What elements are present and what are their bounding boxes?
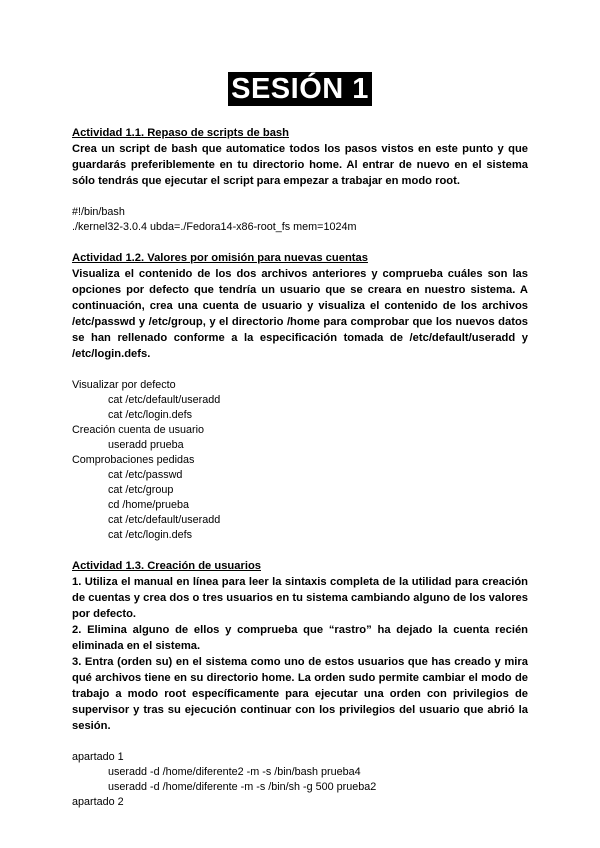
code-line: #!/bin/bash [72,206,125,218]
code-line: ./kernel32-3.0.4 ubda=./Fedora14-x86-root_fs mem=1024m [72,221,357,233]
answer-label: apartado 2 [72,796,124,808]
answer-line: cat /etc/default/useradd [108,394,221,406]
section-actividad-1-1 [72,126,528,235]
answer-label: Creación cuenta de usuario [72,424,205,436]
section-actividad-1-2 [72,251,528,543]
page-title: SESIÓN 1 [228,72,372,106]
answer-line: useradd -d /home/diferente2 -m -s /bin/bash prueba4 [108,766,361,778]
section-paragraph: 3. Entra (orden su) en el sistema como uno de estos usuarios que has creado y mira qué archivos tiene en su directorio home. La orden sudo permite cambiar el modo de trabajo a modo root específicamente para ejecutar una orden con privilegios de supervisor y tras su ejecución continuar con los privilegios del usuario que abrió la sesión. [72,656,528,732]
answer-line: cat /etc/group [108,484,174,496]
section-paragraph: Visualiza el contenido de los dos archivos anteriores y comprueba cuáles son las opciones por defecto que tendría un usuario que se creara en nuestro sistema. A continuación, crea una cuenta de usuario y visualiza el contenido de los archivos /etc/passwd y /etc/group, y el directorio /home para comprobar que los nuevos datos se han rellenado conforme a la especificación tomada de /etc/default/useradd y /etc/login.defs. [72,268,528,360]
section-paragraph: 1. Utiliza el manual en línea para leer la sintaxis completa de la utilidad para creación de cuentas y crea dos o tres usuarios en tu sistema cambiando alguno de los valores por defecto. [72,576,528,620]
answer-label: Comprobaciones pedidas [72,454,195,466]
answer-line: useradd -d /home/diferente -m -s /bin/sh -g 500 prueba2 [108,781,377,793]
section-heading: Actividad 1.3. Creación de usuarios [72,560,262,572]
document-page [72,0,528,810]
answer-line: cat /etc/login.defs [108,529,193,541]
section-actividad-1-3 [72,559,528,810]
answer-line: cat /etc/passwd [108,469,183,481]
section-paragraph: Crea un script de bash que automatice todos los pasos vistos en este punto y que guardarás preferiblemente en tu directorio home. Al entrar de nuevo en el sistema sólo tendrás que ejecutar el script para empezar a trabajar en modo root. [72,143,528,187]
title-container [72,72,528,106]
answer-line: cat /etc/login.defs [108,409,193,421]
answer-line: cat /etc/default/useradd [108,514,221,526]
section-paragraph: 2. Elimina alguno de ellos y comprueba que “rastro” ha dejado la cuenta recién eliminada en el sistema. [72,624,528,652]
answer-line: cd /home/prueba [108,499,190,511]
answer-label: Visualizar por defecto [72,379,176,391]
answer-label: apartado 1 [72,751,124,763]
answer-line: useradd prueba [108,439,184,451]
section-heading: Actividad 1.2. Valores por omisión para nuevas cuentas [72,252,368,264]
section-heading: Actividad 1.1. Repaso de scripts de bash [72,127,289,139]
